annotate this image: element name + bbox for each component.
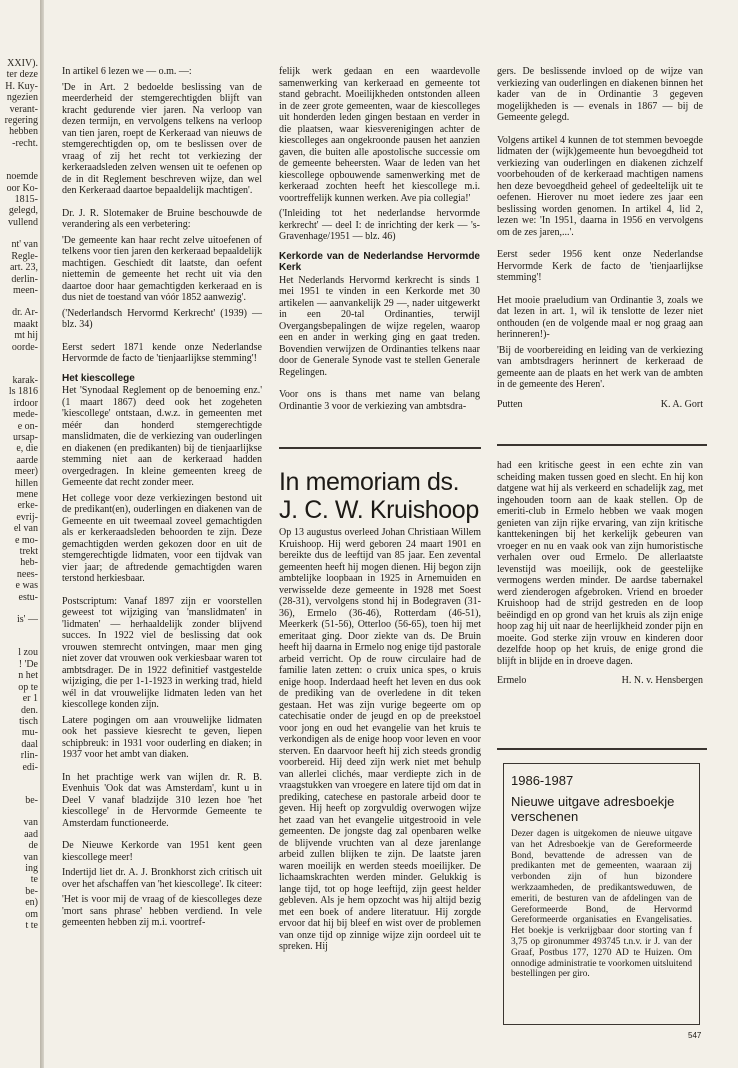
paragraph: Volgens artikel 4 kunnen de tot stemmen bevoegde lidmaten der (wijk)gemeente hun bevoegdheid tot verkiezing van ouderlingen en diakenen zichzelf voorbehouden of de kerkeraad machtigen namens hen deze bevoegdheid geheel of gedeeltelijk uit te oefenen. Hierover nu moet iedere zes jaar een beslissing worden genomen. In artikel 4, lid 2, lezen we: 'In 1951, daarna in 1956 en vervolgens om de zes jaren,...'. xyxy=(497,134,703,238)
paragraph: Het 'Synodaal Reglement op de benoeming enz.' (1 maart 1867) deed ook het zogeheten 'kiescollege' ontstaan, d.w.z. in gemeenten met méér dan honderd stemgerechtigde manslidmaten, die de verkiezing van ouderlingen en diakenen (en predikanten) bij de tienjaarlijkse stemming niet aan de kerkeraad hadden overgedragen. In kleine gemeenten kreeg de Gemeente dat recht zonder meer. xyxy=(62,385,262,488)
paragraph: had een kritische geest in een echte zin van scheiding maken tussen goed en slecht. En hij kon datgene wat hij als verkeerd en schadelijk zag, met ingehouden toorn aan de kaak stellen. Op de emeriti-club in Ermelo hebben we vaak mogen genieten van zijn rijke ervaring, van zijn kritische kanttekeningen bij het kerkelijk gebeuren van vroeger en nu en vaak ook van zijn humoristische verhalen over oud Ermelo. De allerlaatste levenstijd was moeilijk, ook de geestelijke vermogens werden minder. De aardse tabernakel werd zienderogen afgebroken. Vriend en broeder Kruishoop had de strijd gestreden en de loop beëindigd en op grond van het kruis als zijn enige hoop zag hij uit naar de heerlijkheid zonder pijn en moeite. God sterke zijn vrouw en kinderen door dezelfde hoop op het kruis, de enige grond die blijft in blijde en in droeve dagen. xyxy=(497,460,703,667)
paragraph: Het mooie praeludium van Ordinantie 3, zoals we dat lezen in art. 1, wil ik tenslotte de lezer niet onthouden (en de volgende maal er nog graag aan herinneren!)- xyxy=(497,294,703,340)
paragraph: Het Nederlands Hervormd kerkrecht is sinds 1 mei 1951 te vinden in een Kerkorde met 30 artikelen — aanvankelijk 29 —, nader uitgewerkt in een 20-tal Ordinanties, terwijl Overgangsbepalingen de wijze regelen, waarop een en ander in werking ging en gaat treden. Bovendien verwijzen de Ordinanties telkens naar door de Generale Synode vast te stellen Generale Regelingen. xyxy=(279,274,480,378)
announcement-title: Nieuwe uitgave adresboekje verschenen xyxy=(511,794,675,824)
cut-text-line: van xyxy=(23,851,38,863)
paragraph: De Nieuwe Kerkorde van 1951 kent geen kiescollege meer! xyxy=(62,840,262,863)
article-column-1 xyxy=(62,66,262,933)
cut-text-line: Regle- xyxy=(11,250,38,262)
cut-text-line: oor Ko- xyxy=(6,182,38,194)
cut-text-line: om xyxy=(25,908,38,920)
cut-text-line: oorde- xyxy=(11,341,38,353)
cut-text-line: be- xyxy=(25,794,38,806)
cut-text-line xyxy=(0,296,38,307)
article-column-2 xyxy=(279,66,480,416)
cut-text-line: rlin- xyxy=(20,750,38,762)
cut-text-line: noemde xyxy=(6,171,38,183)
cut-text-line: karak- xyxy=(12,374,38,386)
paragraph: 'De gemeente kan haar recht zelve uitoefenen of telkens voor tien jaren den kerkeraad bepaaldelijk machtigen. Geschiedt dit laatste, dan oefent niettemin de gemeente het recht uit via den daartoe door haar gemachtigden kerkeraad en is dus niet de toestand van vóór 1852 aanwezig'. xyxy=(62,234,262,303)
cut-text-line: irdoor xyxy=(13,397,38,409)
cut-text-line: gelegd, xyxy=(8,205,38,217)
cut-text-line: t te xyxy=(25,920,38,931)
signature-place: Putten xyxy=(497,398,523,410)
cut-text-line: e mo- xyxy=(14,534,38,546)
paragraph: 'Bij de voorbereiding en leiding van de verkiezing van ambtsdragers herinnert de kerkeraad de gemeente aan de plaats en het werk van de ambten in de gemeente des Heren'. xyxy=(497,344,703,390)
cut-text-line: nt' van xyxy=(11,239,38,251)
signature-author: H. N. v. Hensbergen xyxy=(621,675,703,686)
cut-text-line: is' — xyxy=(17,614,38,626)
cut-text-line: maakt xyxy=(13,318,38,330)
cut-text-line: mu- xyxy=(21,727,38,739)
signature-author: K. A. Gort xyxy=(660,398,703,410)
cut-text-line: mede- xyxy=(13,409,38,421)
cut-text-line: nees- xyxy=(16,568,38,580)
cut-text-line: hillen xyxy=(15,477,38,489)
cut-text-line: regering xyxy=(4,115,38,127)
cut-text-line xyxy=(0,636,38,647)
cut-text-line: H. Kuy- xyxy=(5,80,38,92)
citation: ('Nederlandsch Hervormd Kerkrecht' (1939) — blz. 34) xyxy=(62,307,262,330)
cut-text-line: ursap- xyxy=(13,431,38,443)
column-divider-rule xyxy=(497,444,707,446)
announcement-text: Dezer dagen is uitgekomen de nieuwe uitgave van het Adresboekje van de Gereformeerde Bond, bevattende de adressen van de predikanten met de gemeenten, waaraan zij verbonden zijn of hun bizondere werkzaamheden, de predikantsweduwen, de emeriti, de besturen van de afdelingen van de Gereformeerde Bond, de Hervormd Gereformeerde organisaties en Evangelisaties. Het boekje is verkrijgbaar door storting van f 3,75 op gironummer 493745 t.n.v. ir J. van der Graaf, Postbus 177, 1270 AD te Huizen. Om onnodige administratie te voorkomen uitsluitend bestellingen per giro. xyxy=(511,829,692,980)
cut-text-line: ! 'De xyxy=(18,658,38,670)
page-gutter xyxy=(40,0,44,1068)
cut-text-line: mene xyxy=(16,489,38,500)
cut-text-line: -recht. xyxy=(12,137,38,149)
cut-text-line: ing xyxy=(25,862,38,874)
citation: ('Inleiding tot het nederlandse hervormde kerkrecht' — deel I: de inrichting der kerk — 's-Gravenhage/1951 — blz. 46) xyxy=(279,208,480,242)
cut-text-line: meen- xyxy=(13,284,38,296)
cut-text-line: el van xyxy=(13,523,38,535)
cut-text-line xyxy=(0,603,38,614)
adjacent-page-cut-text xyxy=(0,58,38,1018)
cut-text-line: edi- xyxy=(22,761,38,773)
cut-text-line: n het xyxy=(18,670,38,682)
signature-place: Ermelo xyxy=(497,675,527,686)
cut-text-line xyxy=(0,625,38,636)
cut-text-line xyxy=(0,364,38,375)
cut-text-line xyxy=(0,228,38,239)
cut-text-line: vullend xyxy=(8,216,38,228)
paragraph: In artikel 6 lezen we — o.m. —: xyxy=(62,66,192,77)
article-signature xyxy=(497,399,703,411)
cut-text-line: evrij- xyxy=(16,511,38,523)
cut-text-line: mt hij xyxy=(14,330,38,342)
cut-text-line: daal xyxy=(21,738,38,750)
paragraph: Dr. J. R. Slotemaker de Bruine beschouwde de verandering als een verbetering: xyxy=(62,207,262,230)
paragraph: Eerst seder 1956 kent onze Nederlandse Hervormde Kerk de facto de 'tienjaarlijkse stemming'! xyxy=(497,249,703,283)
paragraph: gers. De beslissende invloed op de wijze van verkiezing van ouderlingen en diakenen binnen het kader van de in Ordinantie 3 gegeven mogelijkheden is — evenals in 1867 — bij de Gemeente gelegd. xyxy=(497,66,703,123)
paragraph: In het prachtige werk van wijlen dr. R. B. Evenhuis 'Ook dat was Amsterdam', kunt u in Deel V vanaf bladzijde 310 lezen hoe 'het kiescollege' in de Hervormde Gemeente te Amsterdam functioneerde. xyxy=(62,771,262,829)
cut-text-line: tisch xyxy=(19,715,38,727)
paragraph: Eerst sedert 1871 kende onze Nederlandse Hervormde de facto de 'tienjaarlijkse stemming'! xyxy=(62,341,262,364)
cut-text-line xyxy=(0,806,38,817)
section-divider-rule xyxy=(497,748,707,750)
cut-text-line: estu- xyxy=(18,591,38,603)
paragraph: Op 13 augustus overleed Johan Christiaan Willem Kruishoop. Hij werd geboren 24 maart 1901 en bereikte dus de leeftijd van 85 jaar. Een zevental gemeenten heeft hij mogen dienen. Hij begon zijn ambtelijke loopbaan in 1925 in Arnemuiden en verwisselde deze gemeente in 1928 met Soest (28-31), vervolgens stond hij in Bodegraven (31-36), Ermelo (36-46), Rotterdam (46-51), Meerkerk (51-56), Otterloo (56-65), toen hij met emeritaat ging. Door ziekte van ds. De Bruin heeft hij daarna in Ermelo nog enige tijd pastorale arbeid verricht. Op de rouw circulaire had de familie laten zetten: o cruix unica spes, o kruis enige hoop. Inderdaad heeft het leven en dus ook de prediking van de overledene in dit teken gestaan. Het was zijn vurige begeerte om op catechisatie onder de jeugd en op de preekstoel voor jong en oud het evangelie van het kruis te verkondigen als de enige hoop voor leven en voor sterven. En daarvoor heeft hij zich steeds grondig voorbereid. Hij deed zijn werk niet met behulp van allerlei clichés, maar verdiepte zich in de vraagstukken van vroegere en latere tijd om dat in prediking, catechese en pastorale arbeid door te geven. Hij heeft op zorgvuldig overwogen wijze het zaad van het evangelie uitgestrooid in vele gemeenten. De jongste dag zal openbaren welke de blijvende vruchten van al deze jarenlange arbeid zullen blijken te zijn. De laatste jaren waren moeilijk en werden steeds moeilijker. De lichaamskrachten werden minder. Gelukkig is lange tijd, tot op hoge leeftijd, zijn geest helder gebleven. Als je hem opzocht was hij altijd bezig met een boek of andere literatuur. Hij zorgde ervoor dat hij bij bleef en wist over de problemen van onze tijd op zinnige wijze zijn oordeel uit te spreken. Hij xyxy=(279,527,481,952)
memoriam-column-1 xyxy=(279,527,481,957)
cut-text-line: trekt xyxy=(19,546,38,558)
cut-text-line: te xyxy=(30,874,38,886)
cut-text-line: ter deze xyxy=(6,69,38,81)
cut-text-line: aarde xyxy=(16,454,38,466)
section-heading-kiescollege: Het kiescollege xyxy=(62,372,135,384)
section-heading-kerkorde: Kerkorde van de Nederlandse Hervormde Kerk xyxy=(279,250,480,273)
paragraph: Postscriptum: Vanaf 1897 zijn er voorstellen geweest tot wijziging van 'manslidmaten' in 'lidmaten' — herhaaldelijk zonder blijvend succes. In 1922 viel de beslissing dat ook vrouwen stemrecht ontvingen, maar men ging niet zover dat vrouwen ook verkiesbaar waren tot ambtsdrager. De in 1922 definitief vastgestelde wijziging, die per 1-1-1923 in werking trad, hield wél in dat vrouwelijke lidmaten leden van het kiescollege konden zijn. xyxy=(62,595,262,710)
cut-text-line xyxy=(0,784,38,795)
paragraph: Voor ons is thans met name van belang Ordinantie 3 voor de verkiezing van ambtsdra- xyxy=(279,389,480,412)
paragraph: 'Het is voor mij de vraag of de kiescolleges deze 'mort sans phrase' hebben verdiend. In vele gemeenten hebben zij m.i. voortref- xyxy=(62,894,262,928)
cut-text-line: meer) xyxy=(14,466,38,478)
cut-text-line: aad xyxy=(24,828,38,840)
cut-text-line: l zou xyxy=(18,647,38,659)
cut-text-line: erke- xyxy=(17,500,38,512)
cut-text-line: ngezien xyxy=(6,92,38,104)
cut-text-line: XXIV). xyxy=(7,58,38,69)
cut-text-line: art. 23, xyxy=(9,262,38,274)
paragraph: Het college voor deze verkiezingen bestond uit de predikant(en), ouderlingen en diakenen van de Gemeente en uit tweemaal zoveel gemachtigden als er kerkeraadsleden behoorden te zijn. Deze gemachtigden werden gekozen door en uit de stemgerechtigde lidmaten, voor een tijdvak van vier jaar; de aftredende gemachtigden waren terstond herkiesbaar. xyxy=(62,492,262,584)
cut-text-line: verant- xyxy=(9,103,38,115)
cut-text-line: hebben xyxy=(9,126,38,138)
cut-text-line: e, die xyxy=(16,443,38,455)
cut-text-line: er 1 xyxy=(22,693,38,705)
cut-text-line: e on- xyxy=(17,420,38,432)
paragraph: felijk werk gedaan en een waardevolle samenwerking van kerkeraad en gemeente tot stand gebracht. Moeilijkheden ontstonden alleen in de zeer grote gemeenten, waar de kiescolleges uit honderden leden gingen bestaan en verder in die plaatsen, waar kiesverenigingen achter de kiescolleges aan ongekroonde pausen het aanzien gaven, die buiten alle apostolische successie om de gemeente beheersten. Waar de leden van het kiescollege opbouwende samenwerking met de kerkeraad zochten heeft het kiescollege m.i. voortreffelijk kunnen werken. Ave pia collegia!' xyxy=(279,66,480,204)
cut-text-line: dr. Ar- xyxy=(12,307,38,319)
announcement-box xyxy=(503,763,700,1025)
memoriam-column-2 xyxy=(497,460,703,687)
cut-text-line: op te xyxy=(18,681,38,693)
cut-text-line: de xyxy=(28,840,38,852)
cut-text-line xyxy=(0,773,38,784)
cut-text-line xyxy=(0,149,38,160)
cut-text-line: ls 1816 xyxy=(8,386,38,398)
cut-text-line xyxy=(0,160,38,171)
cut-text-line: den. xyxy=(21,704,38,716)
cut-text-line xyxy=(0,353,38,364)
memoriam-title: In memoriam ds. J. C. W. Kruishoop xyxy=(279,468,479,524)
paragraph: Indertijd liet dr. A. J. Bronkhorst zich critisch uit over het afschaffen van 'het kiescollege'. Ik citeer: xyxy=(62,867,262,890)
page-number: 547 xyxy=(688,1031,702,1040)
paragraph: 'De in Art. 2 bedoelde beslissing van de meerderheid der stemgerechtigden blijft van kracht gedurende vier jaren. Na verloop van dezen termijn, en vervolgens telkens na verloop van tien jaren, roept de Kerkeraad van nieuws de stemgerechtigden op, om te beslissen over de vraag of zij het recht tot verkiezing der kerkeraadsleden zelven wensen uit te oefenen op de in dit Reglement beschreven wijze, dan wel den Kerkeraad daartoe bepaaldelijk machtigen'. xyxy=(62,81,262,196)
cut-text-line: heb- xyxy=(20,557,38,569)
cut-text-line: 1815- xyxy=(14,194,38,206)
cut-text-line: van xyxy=(23,817,38,829)
cut-text-line: derlin- xyxy=(11,273,38,285)
article-column-3 xyxy=(497,66,703,410)
announcement-years: 1986-1987 xyxy=(511,773,574,788)
column-divider-rule xyxy=(279,447,481,449)
cut-text-line: be- xyxy=(25,885,38,897)
memoriam-signature xyxy=(497,675,703,687)
cut-text-line: e was xyxy=(15,580,38,592)
paragraph: Latere pogingen om aan vrouwelijke lidmaten ook het passieve kiesrecht te geven, liepen schipbreuk: in 1931 voor ouderling en diaken; in 1937 voor het ambt van diaken. xyxy=(62,714,262,760)
cut-text-line: en) xyxy=(25,897,38,909)
